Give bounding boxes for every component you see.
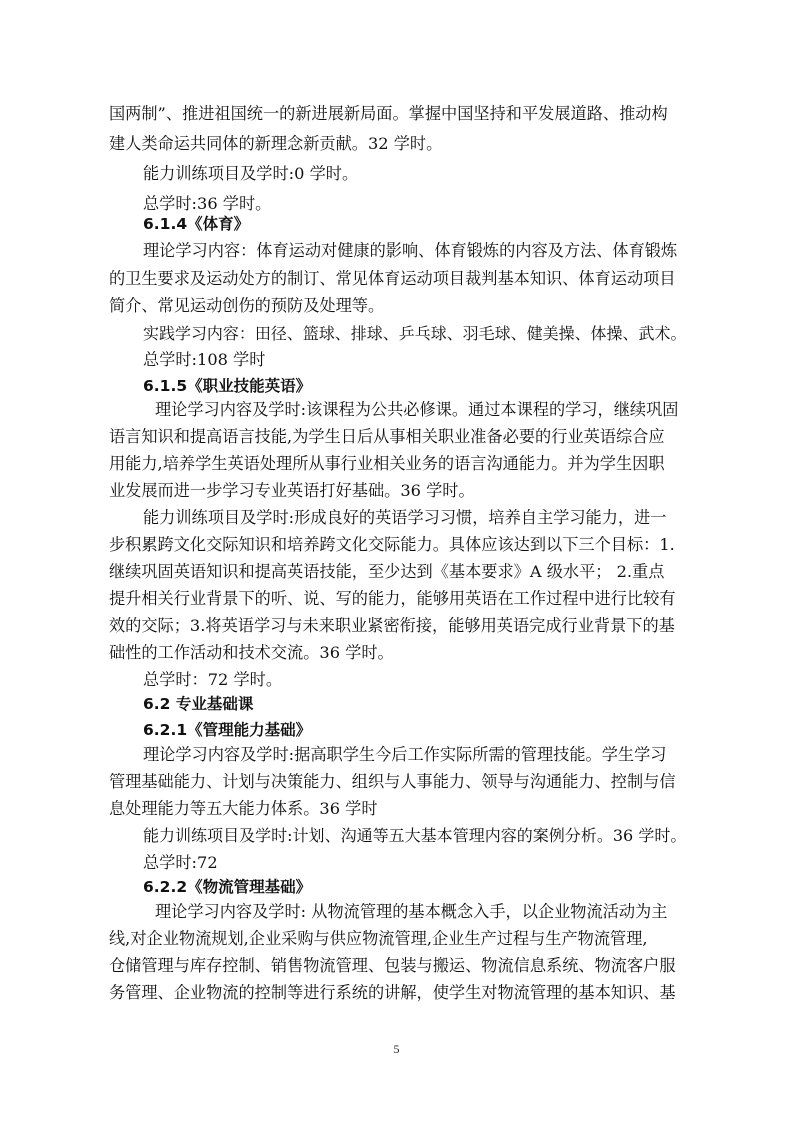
body-text-line: 能力训练项目及学时:0 学时。	[143, 164, 359, 183]
body-text-line: 理论学习内容及学时:据高职学生今后工作实际所需的管理技能。学生学习	[143, 745, 667, 764]
body-text-line: 能力训练项目及学时:形成良好的英语学习习惯，培养自主学习能力，进一	[143, 508, 667, 527]
body-text-line: 简介、常见运动创伤的预防及处理等。	[109, 296, 385, 315]
body-text-line: 线,对企业物流规划,企业采购与供应物流管理,企业生产过程与生产物流管理,	[109, 929, 648, 948]
body-text-line: 语言知识和提高语言技能,为学生日后从事相关职业准备必要的行业英语综合应	[109, 427, 665, 446]
body-text-line: 的卫生要求及运动处方的制订、常见体育运动项目裁判基本知识、体育运动项目	[109, 269, 676, 288]
body-text-line: 总学时：72 学时。	[143, 670, 283, 689]
body-text-line: 能力训练项目及学时:计划、沟通等五大基本管理内容的案例分析。36 学时。	[143, 826, 687, 845]
body-text-line: 务管理、企业物流的控制等进行系统的讲解，使学生对物流管理的基本知识、基	[109, 983, 676, 1002]
body-text-line: 础性的工作活动和技术交流。36 学时。	[109, 643, 394, 662]
body-text-line: 总学时:72	[143, 853, 218, 872]
body-text-line: 提升相关行业背景下的听、说、写的能力，能够用英语在工作过程中进行比较有	[109, 589, 676, 608]
body-text-line: 管理基础能力、计划与决策能力、组织与人事能力、领导与沟通能力、控制与信	[109, 772, 676, 791]
body-text-line: 息处理能力等五大能力体系。36 学时	[109, 799, 378, 818]
section-heading: 6.2.2《物流管理基础》	[143, 878, 312, 896]
page-number: 5	[393, 1042, 400, 1056]
body-text-line: 效的交际；3.将英语学习与未来职业紧密衔接，能够用英语完成行业背景下的基	[109, 616, 675, 635]
body-text-line: 国两制”、推进祖国统一的新进展新局面。掌握中国坚持和平发展道路、推动构	[109, 104, 668, 123]
body-text-line: 实践学习内容：田径、篮球、排球、乒乓球、羽毛球、健美操、体操、武术。	[143, 324, 687, 343]
body-text-line: 理论学习内容及学时:该课程为公共必修课。通过本课程的学习，继续巩固	[155, 400, 679, 419]
body-text-line: 用能力,培养学生英语处理所从事行业相关业务的语言沟通能力。并为学生因职	[109, 454, 665, 473]
body-text-line: 仓储管理与库存控制、销售物流管理、包装与搬运、物流信息系统、物流客户服	[109, 956, 676, 975]
section-heading: 6.2.1《管理能力基础》	[143, 721, 312, 739]
body-text-line: 继续巩固英语知识和提高英语技能，至少达到《基本要求》A 级水平； 2.重点	[109, 562, 665, 581]
body-text-line: 理论学习内容及学时: 从物流管理的基本概念入手，以企业物流活动为主	[155, 902, 668, 921]
body-text-line: 理论学习内容：体育运动对健康的影响、体育锻炼的内容及方法、体育锻炼	[143, 241, 678, 260]
body-text-line: 总学时:108 学时	[143, 350, 266, 369]
section-heading: 6.2 专业基础课	[143, 695, 254, 713]
section-heading: 6.1.4《体育》	[143, 215, 250, 233]
section-heading: 6.1.5《职业技能英语》	[143, 377, 312, 395]
body-text-line: 总学时:36 学时。	[143, 194, 272, 213]
body-text-line: 建人类命运共同体的新理念新贡献。32 学时。	[109, 134, 443, 153]
body-text-line: 步积累跨文化交际知识和培养跨文化交际能力。具体应该达到以下三个目标：1.	[109, 535, 675, 554]
body-text-line: 业发展而进一步学习专业英语打好基础。36 学时。	[109, 481, 475, 500]
